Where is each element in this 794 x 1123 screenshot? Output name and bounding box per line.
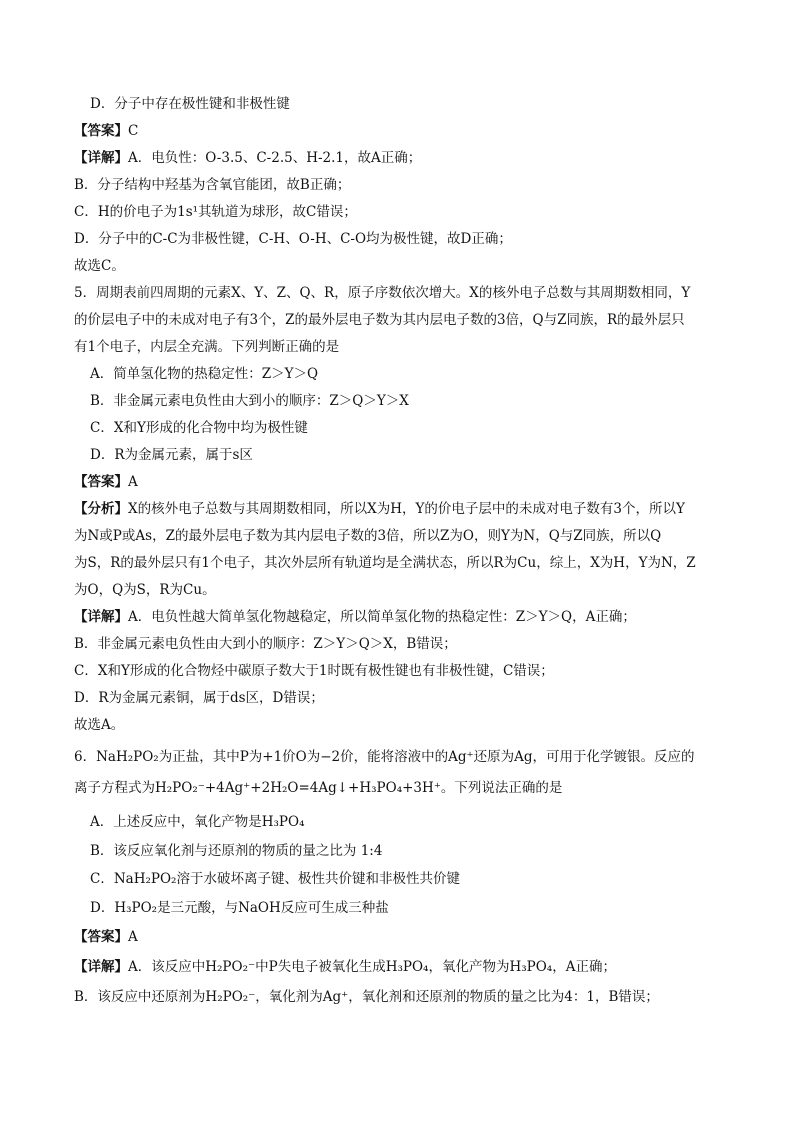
explanation-tag: 【详解】 <box>74 959 128 975</box>
option-d-q4: D．分子中存在极性键和非极性键 <box>90 96 290 112</box>
conclusion-q4: 故选C。 <box>74 258 125 274</box>
answer-q6: 【答案】A <box>74 929 138 945</box>
explanation-tag: 【详解】 <box>74 609 128 625</box>
question-5-stem-3: 有1个电子，内层全充满。下列判断正确的是 <box>74 339 340 355</box>
answer-tag: 【答案】 <box>74 123 128 139</box>
option-a-q5: A．简单氢化物的热稳定性：Z＞Y＞Q <box>90 366 319 382</box>
explanation-q4-a: 【详解】A．电负性：O-3.5、C-2.5、H-2.1，故A正确； <box>74 150 422 166</box>
explanation-q6-a: 【详解】A．该反应中H₂PO₂⁻中P失电子被氧化生成H₃PO₄，氧化产物为H₃PO₄，A正确； <box>74 959 616 975</box>
analysis-q5-3: 为S，R的最外层只有1个电子，其次外层所有轨道均是全满状态，所以R为Cu，综上，X为H，Y为N，Z <box>74 555 696 571</box>
answer-tag: 【答案】 <box>74 929 128 945</box>
question-6-stem-1: 6．NaH₂PO₂为正盐，其中P为+1价O为−2价，能将溶液中的Ag⁺还原为Ag，可用于化学镀银。反应的 <box>74 749 695 765</box>
explanation-q5-b: B．非金属元素电负性由大到小的顺序：Z＞Y＞Q＞X，B错误； <box>74 636 457 652</box>
explanation-q4-b: B．分子结构中羟基为含氧官能团，故B正确； <box>74 177 351 193</box>
explanation-q4-c: C．H的价电子为1s¹其轨道为球形，故C错误； <box>74 204 357 220</box>
answer-q4: 【答案】C <box>74 123 139 139</box>
analysis-q5-1: 【分析】X的核外电子总数与其周期数相同，所以X为H，Y的价电子层中的未成对电子数有3个，所以Y <box>74 501 685 517</box>
explanation-q6-b: B．该反应中还原剂为H₂PO₂⁻，氧化剂为Ag⁺，氧化剂和还原剂的物质的量之比为4：1，B错误； <box>74 989 659 1005</box>
option-a-q6: A．上述反应中，氧化产物是H₃PO₄ <box>90 814 305 830</box>
option-c-q6: C．NaH₂PO₂溶于水破坏离子键、极性共价键和非极性共价键 <box>90 871 460 887</box>
question-5-stem-2: 的价层电子中的未成对电子有3个，Z的最外层电子数为其内层电子数的3倍，Q与Z同族，R的最外层只 <box>74 312 685 328</box>
analysis-tag: 【分析】 <box>74 501 128 517</box>
explanation-tag: 【详解】 <box>74 150 128 166</box>
option-c-q5: C．X和Y形成的化合物中均为极性键 <box>90 420 308 436</box>
explanation-q5-a: 【详解】A．电负性越大简单氢化物越稳定，所以简单氢化物的热稳定性：Z＞Y＞Q，A正确； <box>74 609 636 625</box>
option-b-q5: B．非金属元素电负性由大到小的顺序：Z＞Q＞Y＞X <box>90 393 409 409</box>
question-5-stem-1: 5．周期表前四周期的元素X、Y、Z、Q、R，原子序数依次增大。X的核外电子总数与其周期数相同，Y <box>74 285 691 301</box>
option-d-q6: D．H₃PO₂是三元酸，与NaOH反应可生成三种盐 <box>90 900 389 916</box>
analysis-q5-2: 为N或P或As，Z的最外层电子数为其内层电子数的3倍，所以Z为O，则Y为N，Q与Z同族，所以Q <box>74 528 662 544</box>
question-6-stem-2: 离子方程式为H₂PO₂⁻+4Ag⁺+2H₂O=4Ag↓+H₃PO₄+3H⁺。下列说法正确的是 <box>74 780 563 796</box>
option-b-q6: B．该反应氧化剂与还原剂的物质的量之比为 1:4 <box>90 843 383 859</box>
conclusion-q5: 故选A。 <box>74 717 125 733</box>
explanation-q4-d: D．分子中的C-C为非极性键，C-H、O-H、C-O均为极性键，故D正确； <box>74 231 512 247</box>
answer-q5: 【答案】A <box>74 474 138 490</box>
option-d-q5: D．R为金属元素，属于s区 <box>90 447 253 463</box>
answer-tag: 【答案】 <box>74 474 128 490</box>
explanation-q5-c: C．X和Y形成的化合物烃中碳原子数大于1时既有极性键也有非极性键，C错误； <box>74 663 554 679</box>
analysis-q5-4: 为O，Q为S，R为Cu。 <box>74 582 216 598</box>
explanation-q5-d: D．R为金属元素铜，属于ds区，D错误； <box>74 690 324 706</box>
